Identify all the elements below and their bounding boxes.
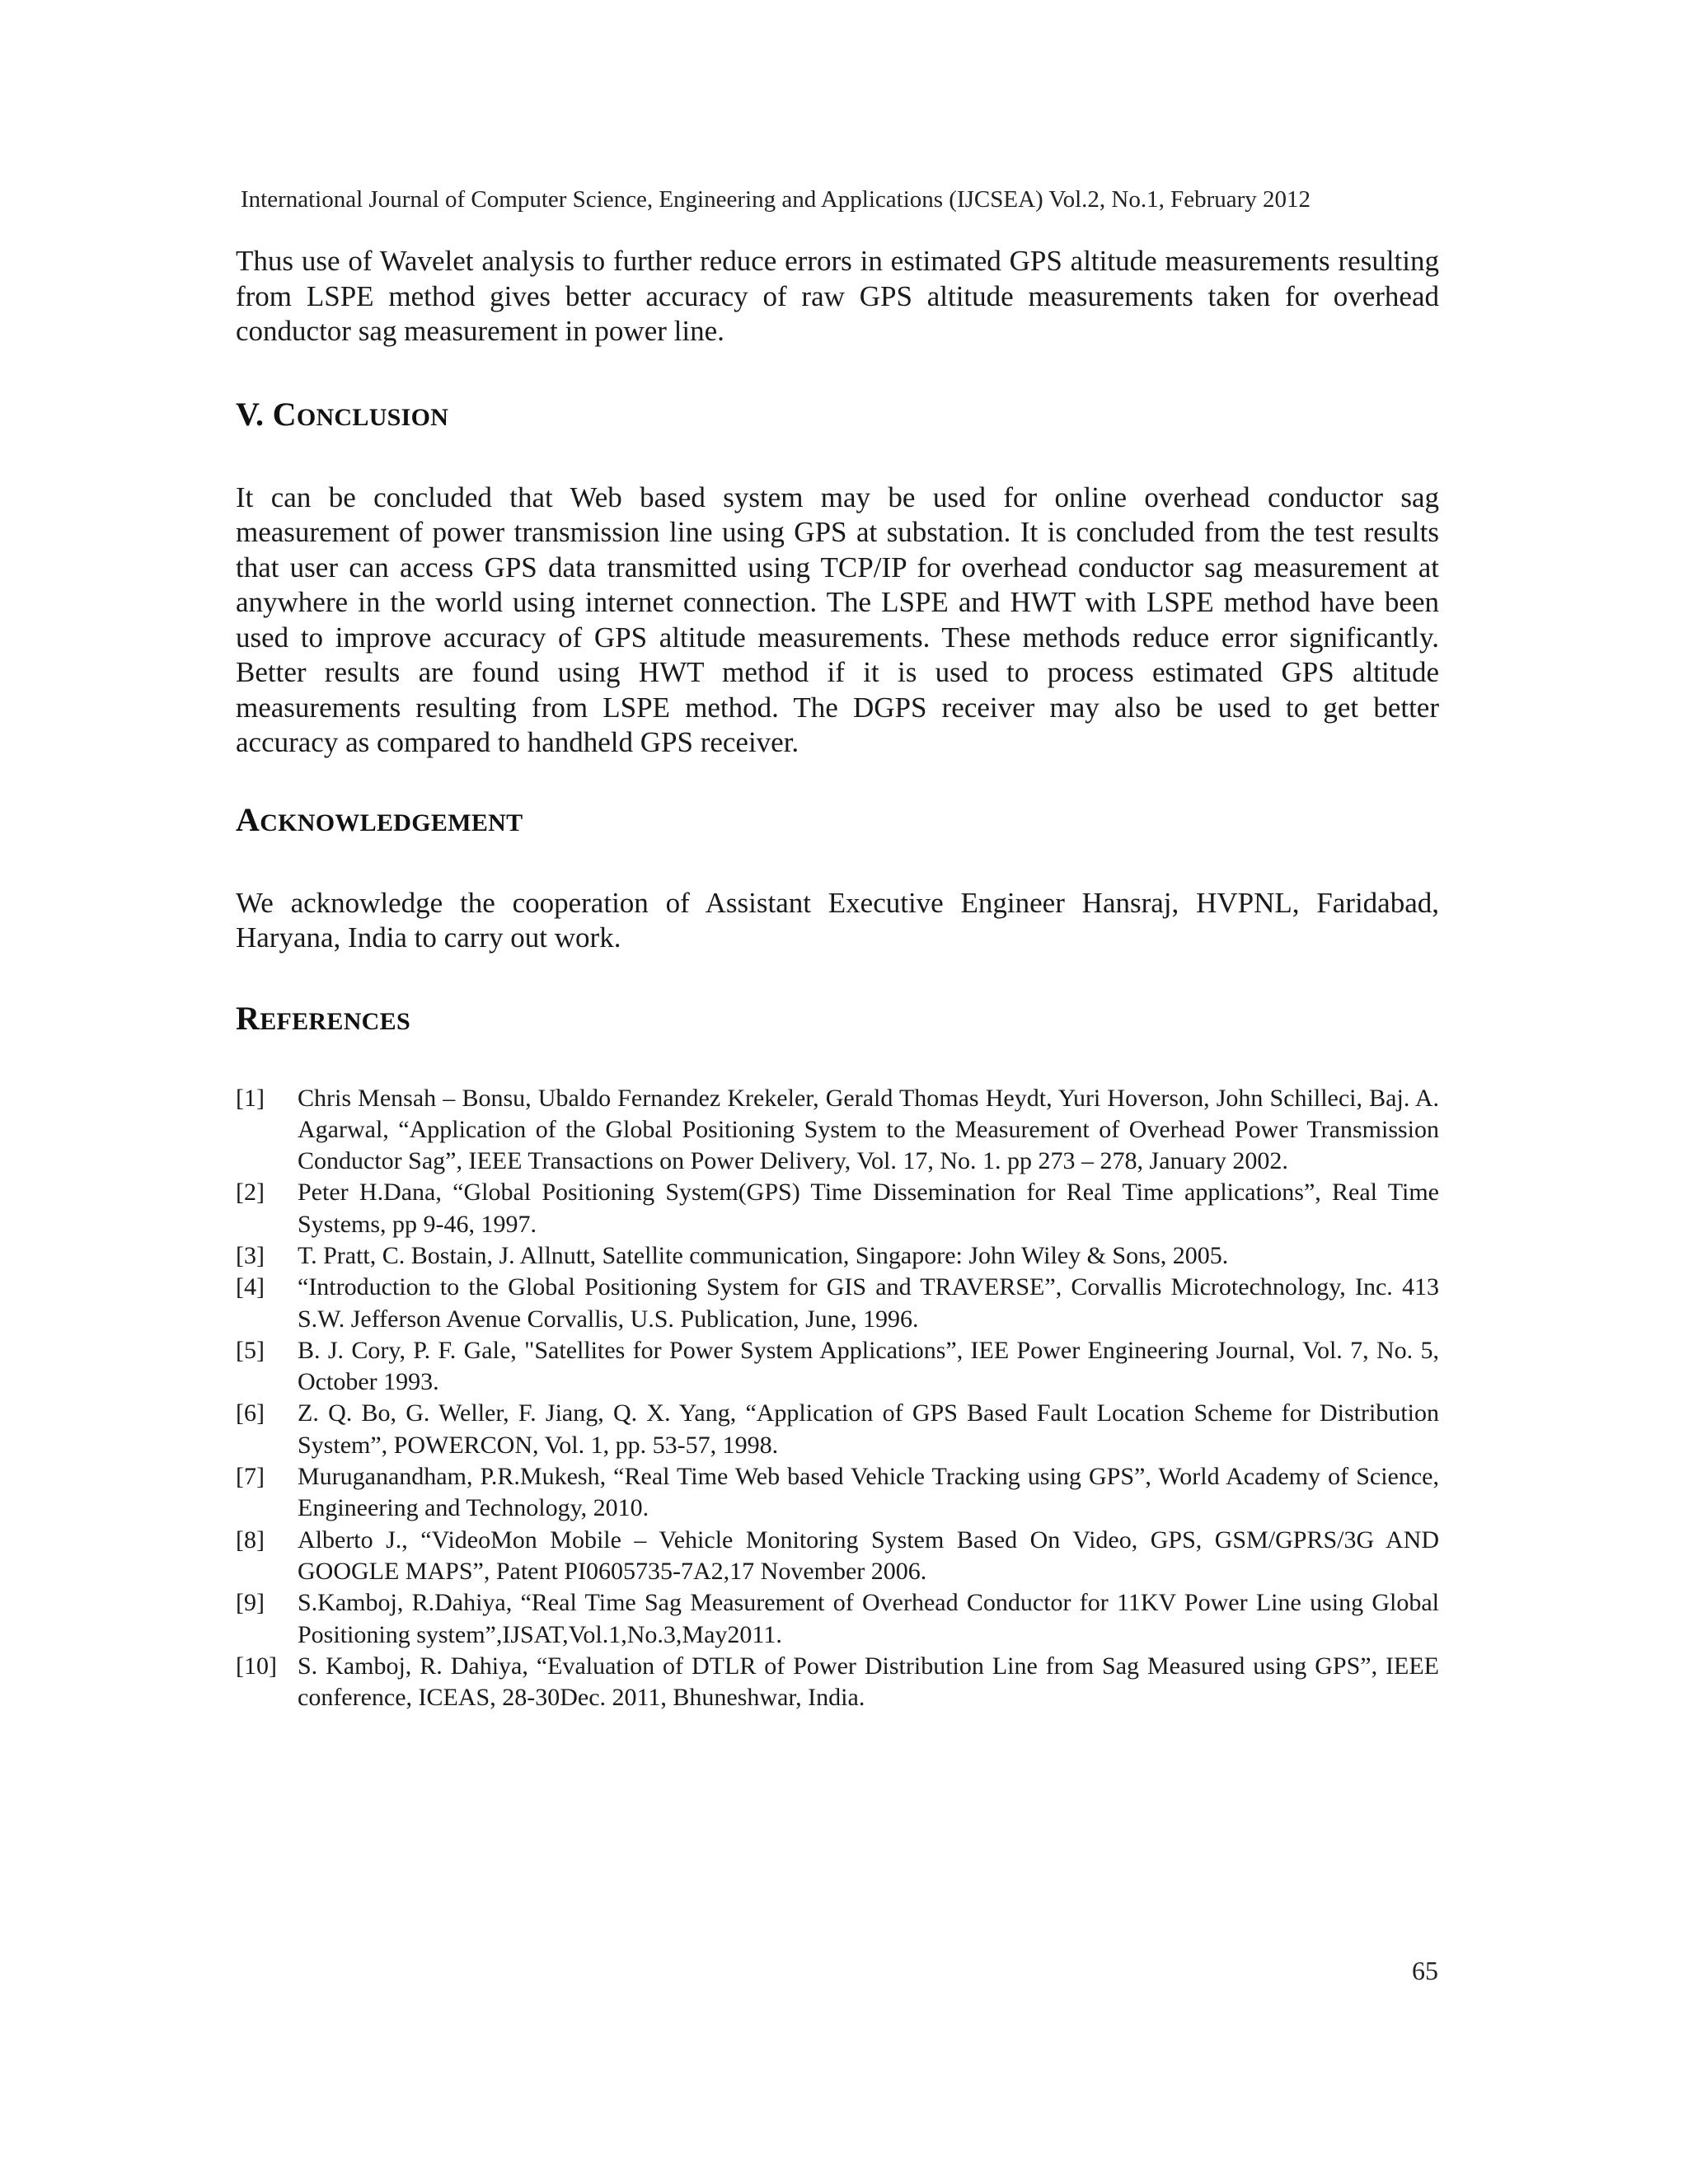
reference-item xyxy=(236,1587,1439,1651)
reference-number: [1] xyxy=(236,1084,265,1112)
reference-text: S. Kamboj, R. Dahiya, “Evaluation of DTLR of Power Distribution Line from Sag Measured using GPS”, IEEE conference, ICEAS, 28-30Dec. 2011, Bhuneshwar, India. xyxy=(298,1652,1439,1712)
reference-text: Chris Mensah – Bonsu, Ubaldo Fernandez Krekeler, Gerald Thomas Heydt, Yuri Hoverson, John Schilleci, Baj. A. Agarwal, “Application of the Global Positioning System to the Measurement of Overhead Power Transmission Conductor Sag”, IEEE Transactions on Power Delivery, Vol. 17, No. 1. pp 273 – 278, January 2002. xyxy=(298,1084,1439,1175)
acknowledgement-paragraph: We acknowledge the cooperation of Assistant Executive Engineer Hansraj, HVPNL, Faridabad, Haryana, India to carry out work. xyxy=(236,886,1439,954)
reference-text: B. J. Cory, P. F. Gale, "Satellites for Power System Applications”, IEE Power Engineering Journal, Vol. 7, No. 5, October 1993. xyxy=(298,1336,1439,1396)
reference-item xyxy=(236,1335,1439,1399)
reference-item xyxy=(236,1398,1439,1461)
reference-text: Muruganandham, P.R.Mukesh, “Real Time Web based Vehicle Tracking using GPS”, World Academy of Science, Engineering and Technology, 2010. xyxy=(298,1463,1439,1522)
reference-text: “Introduction to the Global Positioning System for GIS and TRAVERSE”, Corvallis Microtechnology, Inc. 413 S.W. Jefferson Avenue Corvallis, U.S. Publication, June, 1996. xyxy=(298,1273,1439,1333)
reference-list xyxy=(236,1083,1439,1714)
references-heading xyxy=(236,999,1439,1042)
reference-number: [4] xyxy=(236,1273,265,1301)
reference-item xyxy=(236,1651,1439,1714)
reference-text: Peter H.Dana, “Global Positioning System(GPS) Time Dissemination for Real Time applications”, Real Time Systems, pp 9-46, 1997. xyxy=(298,1179,1439,1238)
reference-item xyxy=(236,1240,1439,1272)
reference-number: [5] xyxy=(236,1336,265,1364)
reference-text: S.Kamboj, R.Dahiya, “Real Time Sag Measurement of Overhead Conductor for 11KV Power Line using Global Positioning system”,IJSAT,Vol.1,No.3,May2011. xyxy=(298,1589,1439,1648)
reference-number: [8] xyxy=(236,1526,265,1554)
reference-text: Z. Q. Bo, G. Weller, F. Jiang, Q. X. Yang, “Application of GPS Based Fault Location Scheme for Distribution System”, POWERCON, Vol. 1, pp. 53-57, 1998. xyxy=(298,1399,1439,1459)
reference-item xyxy=(236,1461,1439,1525)
reference-item xyxy=(236,1525,1439,1588)
conclusion-heading-rest: ONCLUSION xyxy=(296,403,449,431)
reference-number: [6] xyxy=(236,1399,265,1427)
page-number: 65 xyxy=(1412,1956,1438,1985)
reference-number: [9] xyxy=(236,1589,265,1617)
conclusion-heading xyxy=(236,395,1439,438)
references-heading-prefix: R xyxy=(236,999,260,1037)
running-header: International Journal of Computer Science, Engineering and Applications (IJCSEA) Vol.2, No.1, February 2012 xyxy=(241,186,1311,213)
references-heading-rest: EFERENCES xyxy=(260,1007,410,1035)
reference-number: [3] xyxy=(236,1241,265,1269)
acknowledgement-heading-rest: CKNOWLEDGEMENT xyxy=(260,808,523,837)
reference-number: [7] xyxy=(236,1463,265,1491)
acknowledgement-heading xyxy=(236,800,1439,843)
reference-item xyxy=(236,1083,1439,1178)
reference-item xyxy=(236,1177,1439,1240)
reference-text: Alberto J., “VideoMon Mobile – Vehicle Monitoring System Based On Video, GPS, GSM/GPRS/3G AND GOOGLE MAPS”, Patent PI0605735-7A2,17 November 2006. xyxy=(298,1526,1439,1585)
conclusion-heading-prefix: V. C xyxy=(236,395,297,433)
acknowledgement-heading-prefix: A xyxy=(236,800,260,838)
reference-item xyxy=(236,1272,1439,1335)
conclusion-paragraph: It can be concluded that Web based system may be used for online overhead conductor sag measurement of power transmission line using GPS at substation. It is concluded from the test results that user can access GPS data transmitted using TCP/IP for overhead conductor sag measurement at anywhere in the world using internet connection. The LSPE and HWT with LSPE method have been used to improve accuracy of GPS altitude measurements. These methods reduce error significantly. Better results are found using HWT method if it is used to process estimated GPS altitude measurements resulting from LSPE method. The DGPS receiver may also be used to get better accuracy as compared to handheld GPS receiver. xyxy=(236,480,1439,758)
reference-text: T. Pratt, C. Bostain, J. Allnutt, Satellite communication, Singapore: John Wiley & Sons, 2005. xyxy=(298,1241,1229,1269)
reference-number: [2] xyxy=(236,1179,265,1207)
page-content xyxy=(236,244,1439,1727)
intro-paragraph: Thus use of Wavelet analysis to further reduce errors in estimated GPS altitude measurements resulting from LSPE method gives better accuracy of raw GPS altitude measurements taken for overhead conductor sag measurement in power line. xyxy=(236,245,1439,347)
reference-number: [10] xyxy=(236,1652,277,1680)
